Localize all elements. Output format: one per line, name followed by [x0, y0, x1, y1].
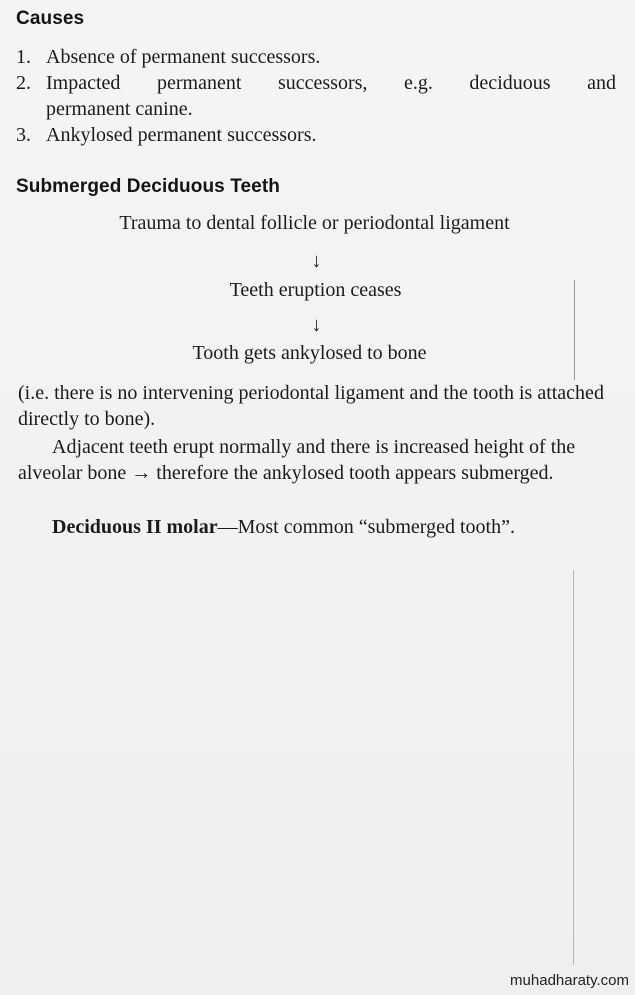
causes-list: [16, 44, 616, 148]
paragraph-explanation: (i.e. there is no intervening periodontal ligament and the tooth is attached directly to bone).: [18, 382, 604, 430]
list-item: [16, 122, 616, 148]
submerged-heading: Submerged Deciduous Teeth: [16, 176, 280, 197]
page-edge-line: [573, 570, 574, 965]
down-arrow-icon: ↓: [311, 250, 322, 272]
flow-step-trauma: Trauma to dental follicle or periodontal ligament: [119, 212, 510, 234]
flow-step-eruption-ceases: Teeth eruption ceases: [229, 279, 402, 301]
bold-term: Deciduous II molar: [52, 516, 218, 538]
list-number: 2.: [16, 72, 31, 94]
paragraph-adjacent-teeth: Adjacent teeth erupt normally and there is increased height of the alveolar bone → therefore the ankylosed tooth appears submerged.: [18, 436, 576, 484]
list-item-text: Ankylosed permanent successors.: [46, 124, 317, 146]
list-number: 3.: [16, 124, 31, 146]
list-item: [16, 44, 616, 70]
list-item-text: Absence of permanent successors.: [46, 46, 321, 68]
page-edge-line: [574, 280, 575, 380]
watermark: muhadharaty.com: [510, 972, 629, 989]
paragraph-text: —Most common “submerged tooth”.: [217, 516, 515, 538]
down-arrow-icon: ↓: [311, 314, 322, 336]
list-item-text: Impacted permanent successors, e.g. deciduous and: [46, 72, 616, 94]
paragraph-common-tooth: [18, 514, 610, 540]
flow-step-ankylosed: Tooth gets ankylosed to bone: [192, 342, 427, 364]
list-item-text-continued: permanent canine.: [46, 98, 193, 120]
list-item: [16, 70, 616, 122]
list-number: 1.: [16, 46, 31, 68]
causes-heading: Causes: [16, 8, 85, 29]
